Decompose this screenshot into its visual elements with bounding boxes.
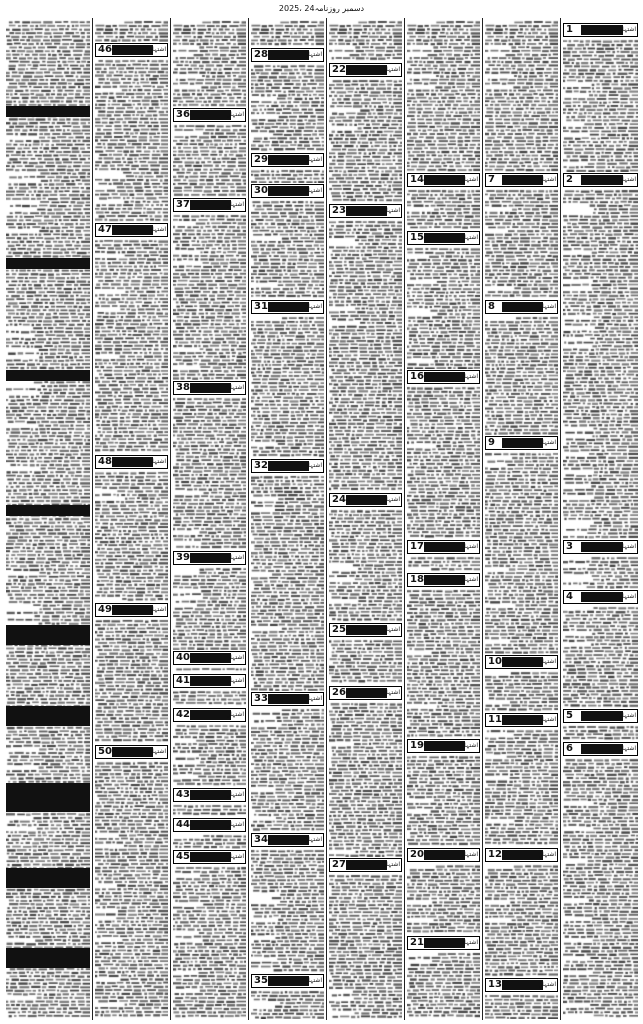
ad-number: 30 <box>254 185 268 196</box>
ad-header-bar <box>581 711 623 721</box>
ad-number: 10 <box>488 656 502 667</box>
ad-header-bar <box>190 653 231 663</box>
ad-number: 32 <box>254 460 268 471</box>
text-block <box>251 200 324 299</box>
ad-number: 24 <box>332 494 346 505</box>
ad-label: اشتہار <box>149 748 166 755</box>
text-block <box>173 667 246 673</box>
ad-header-bar <box>190 553 231 563</box>
ad-header-bar <box>346 495 387 505</box>
ad-header-bar <box>190 110 231 120</box>
text-block <box>563 606 638 708</box>
text-block <box>329 702 402 857</box>
ad-number: 40 <box>176 652 190 663</box>
ad-number: 45 <box>176 851 190 862</box>
ad-number: 7 <box>488 174 495 185</box>
ad-header-bar <box>190 790 231 800</box>
ad-number: 35 <box>254 975 268 986</box>
ad-header-31 <box>251 300 324 314</box>
ad-label: اشتہار <box>461 939 478 946</box>
ad-label: اشتہار <box>461 851 478 858</box>
masthead <box>0 0 643 18</box>
ad-header-9 <box>485 436 558 450</box>
notice-banner-n2 <box>6 258 90 269</box>
ad-label: اشتہار <box>305 51 322 58</box>
ad-header-bar <box>112 457 153 467</box>
text-block <box>173 397 246 550</box>
ad-header-bar <box>502 657 543 667</box>
text-block <box>407 20 480 172</box>
ad-header-bar <box>190 710 231 720</box>
ad-header-bar <box>502 175 543 185</box>
ad-header-bar <box>581 542 623 552</box>
ad-header-44 <box>173 818 246 832</box>
ad-header-47 <box>95 223 168 237</box>
ad-header-17 <box>407 540 480 554</box>
ad-label: اشتہار <box>227 654 244 661</box>
ad-header-19 <box>407 739 480 753</box>
ad-number: 43 <box>176 789 190 800</box>
ad-header-bar <box>268 186 309 196</box>
text-block <box>329 20 402 62</box>
text-block <box>173 20 246 107</box>
ad-header-4 <box>563 590 638 604</box>
ad-label: اشتہار <box>619 26 636 33</box>
ad-number: 22 <box>332 64 346 75</box>
ad-header-32 <box>251 459 324 473</box>
ad-header-bar <box>502 715 543 725</box>
ad-number: 29 <box>254 154 268 165</box>
text-block <box>173 567 246 650</box>
ad-header-bar <box>502 850 543 860</box>
ad-header-bar <box>581 25 623 35</box>
ad-label: اشتہار <box>227 111 244 118</box>
ad-number: 20 <box>410 849 424 860</box>
ad-header-bar <box>581 744 623 754</box>
ad-number: 28 <box>254 49 268 60</box>
text-block <box>407 755 480 847</box>
text-block <box>563 725 638 741</box>
ad-label: اشتہار <box>539 658 556 665</box>
ad-header-bar <box>424 372 465 382</box>
ad-label: اشتہار <box>539 439 556 446</box>
ad-label: اشتہار <box>461 176 478 183</box>
notice-banner-n4 <box>6 505 90 516</box>
ad-header-14 <box>407 173 480 187</box>
ad-label: اشتہار <box>227 677 244 684</box>
newspaper-page <box>4 18 640 1020</box>
ad-header-bar <box>112 605 153 615</box>
ad-label: اشتہار <box>461 742 478 749</box>
ad-header-36 <box>173 108 246 122</box>
ad-header-7 <box>485 173 558 187</box>
text-block <box>173 214 246 380</box>
ad-header-35 <box>251 974 324 988</box>
ad-label: اشتہار <box>227 821 244 828</box>
ad-label: اشتہار <box>383 861 400 868</box>
column-8 <box>560 18 640 1020</box>
ad-number: 23 <box>332 205 346 216</box>
ad-header-bar <box>581 175 623 185</box>
text-block <box>407 189 480 230</box>
text-block <box>485 316 558 435</box>
ad-header-30 <box>251 184 324 198</box>
ad-header-10 <box>485 655 558 669</box>
ad-header-46 <box>95 43 168 57</box>
ad-header-20 <box>407 848 480 862</box>
ad-number: 31 <box>254 301 268 312</box>
notice-banner-n6 <box>6 706 90 726</box>
ad-header-23 <box>329 204 402 218</box>
ad-header-bar <box>424 850 465 860</box>
ad-header-bar <box>346 688 387 698</box>
ad-header-bar <box>268 976 309 986</box>
text-block <box>563 189 638 539</box>
text-block <box>95 471 168 602</box>
ad-label: اشتہار <box>619 176 636 183</box>
ad-label: اشتہار <box>461 373 478 380</box>
ad-number: 17 <box>410 541 424 552</box>
text-block <box>485 729 558 847</box>
text-block <box>329 220 402 492</box>
ad-label: اشتہار <box>305 303 322 310</box>
ad-header-bar <box>346 860 387 870</box>
ad-label: اشتہار <box>227 554 244 561</box>
ad-header-5 <box>563 709 638 723</box>
ad-number: 6 <box>566 743 573 754</box>
ad-header-49 <box>95 603 168 617</box>
ad-label: اشتہار <box>539 851 556 858</box>
ad-header-bar <box>581 592 623 602</box>
ad-header-41 <box>173 674 246 688</box>
ad-header-bar <box>424 175 465 185</box>
notice-banner-n5 <box>6 625 90 645</box>
ad-header-15 <box>407 231 480 245</box>
ad-header-bar <box>424 741 465 751</box>
ad-header-13 <box>485 978 558 992</box>
ad-label: اشتہار <box>305 836 322 843</box>
ad-label: اشتہار <box>305 156 322 163</box>
ad-label: اشتہار <box>539 303 556 310</box>
ad-number: 1 <box>566 24 573 35</box>
text-block <box>485 994 558 1019</box>
text-block <box>407 556 480 572</box>
ad-header-16 <box>407 370 480 384</box>
text-block <box>251 316 324 458</box>
ad-number: 15 <box>410 232 424 243</box>
ad-label: اشتہار <box>461 234 478 241</box>
notice-banner-n1 <box>6 106 90 117</box>
text-block <box>485 189 558 299</box>
ad-header-bar <box>346 65 387 75</box>
ad-header-29 <box>251 153 324 167</box>
ad-header-50 <box>95 745 168 759</box>
text-block <box>407 247 480 369</box>
masthead-paper: روزنامہ <box>314 4 340 13</box>
ad-label: اشتہار <box>383 66 400 73</box>
text-block <box>95 761 168 1019</box>
ad-number: 47 <box>98 224 112 235</box>
ad-label: اشتہار <box>305 977 322 984</box>
text-block <box>485 671 558 712</box>
text-block <box>173 124 246 197</box>
ad-number: 25 <box>332 624 346 635</box>
ad-header-24 <box>329 493 402 507</box>
ad-number: 34 <box>254 834 268 845</box>
ad-number: 12 <box>488 849 502 860</box>
text-block <box>485 452 558 654</box>
ad-header-bar <box>112 45 153 55</box>
ad-number: 41 <box>176 675 190 686</box>
ad-number: 37 <box>176 199 190 210</box>
ad-number: 26 <box>332 687 346 698</box>
ad-label: اشتہار <box>461 576 478 583</box>
ad-header-25 <box>329 623 402 637</box>
text-block <box>95 239 168 454</box>
ad-number: 44 <box>176 819 190 830</box>
column-6 <box>404 18 482 1020</box>
ad-header-21 <box>407 936 480 950</box>
text-block <box>485 20 558 172</box>
ad-header-bar <box>268 302 309 312</box>
column-5 <box>326 18 404 1020</box>
ad-number: 48 <box>98 456 112 467</box>
ad-number: 49 <box>98 604 112 615</box>
ad-label: اشتہار <box>227 384 244 391</box>
text-block <box>95 20 168 42</box>
column-4 <box>248 18 326 1020</box>
ad-header-bar <box>346 625 387 635</box>
ad-header-bar <box>190 820 231 830</box>
ad-label: اشتہار <box>539 716 556 723</box>
text-block <box>563 556 638 589</box>
masthead-date: 2025، 24دسمبر <box>278 4 365 13</box>
ad-header-bar <box>268 50 309 60</box>
ad-header-bar <box>190 852 231 862</box>
ad-header-27 <box>329 858 402 872</box>
column-2 <box>92 18 170 1020</box>
text-block <box>173 804 246 817</box>
ad-label: اشتہار <box>227 791 244 798</box>
text-block <box>251 169 324 183</box>
text-block <box>563 758 638 1019</box>
ad-label: اشتہار <box>149 606 166 613</box>
ad-label: اشتہار <box>305 695 322 702</box>
ad-label: اشتہار <box>305 187 322 194</box>
ad-label: اشتہار <box>227 711 244 718</box>
ad-header-bar <box>424 542 465 552</box>
ad-label: اشتہار <box>539 176 556 183</box>
ad-number: 2 <box>566 174 573 185</box>
ad-header-bar <box>112 747 153 757</box>
ad-label: اشتہار <box>619 712 636 719</box>
ad-label: اشتہار <box>383 689 400 696</box>
ad-number: 19 <box>410 740 424 751</box>
text-block <box>251 475 324 691</box>
ad-header-bar <box>424 938 465 948</box>
ad-number: 16 <box>410 371 424 382</box>
ad-label: اشتہار <box>149 226 166 233</box>
text-block <box>407 952 480 1019</box>
ad-label: اشتہار <box>539 981 556 988</box>
text-block <box>95 59 168 222</box>
ad-header-38 <box>173 381 246 395</box>
ad-number: 18 <box>410 574 424 585</box>
ad-number: 39 <box>176 552 190 563</box>
ad-number: 8 <box>488 301 495 312</box>
ad-header-bar <box>190 676 231 686</box>
ad-number: 13 <box>488 979 502 990</box>
text-block <box>251 708 324 832</box>
text-block <box>173 866 246 1019</box>
ad-label: اشتہار <box>619 593 636 600</box>
column-7 <box>482 18 560 1020</box>
text-block <box>95 619 168 744</box>
ad-header-bar <box>112 225 153 235</box>
ad-label: اشتہار <box>227 853 244 860</box>
ad-header-43 <box>173 788 246 802</box>
ad-header-bar <box>190 200 231 210</box>
ad-label: اشتہار <box>305 462 322 469</box>
text-block <box>173 834 246 849</box>
text-block <box>173 690 246 707</box>
ad-number: 42 <box>176 709 190 720</box>
ad-header-48 <box>95 455 168 469</box>
text-block <box>329 509 402 622</box>
ad-header-37 <box>173 198 246 212</box>
ad-number: 27 <box>332 859 346 870</box>
ad-header-34 <box>251 833 324 847</box>
ad-header-bar <box>502 438 543 448</box>
ad-number: 21 <box>410 937 424 948</box>
ad-number: 14 <box>410 174 424 185</box>
column-3 <box>170 18 248 1020</box>
ad-number: 38 <box>176 382 190 393</box>
notice-banner-n8 <box>6 868 90 888</box>
ad-number: 33 <box>254 693 268 704</box>
ad-number: 46 <box>98 44 112 55</box>
ad-header-bar <box>268 835 309 845</box>
ad-label: اشتہار <box>149 458 166 465</box>
ad-header-bar <box>424 575 465 585</box>
text-block <box>173 724 246 787</box>
ad-header-22 <box>329 63 402 77</box>
ad-header-bar <box>268 694 309 704</box>
ad-number: 4 <box>566 591 573 602</box>
ad-header-45 <box>173 850 246 864</box>
ad-number: 36 <box>176 109 190 120</box>
text-block <box>329 79 402 203</box>
ad-label: اشتہار <box>619 543 636 550</box>
ad-header-1 <box>563 23 638 37</box>
ad-label: اشتہار <box>383 626 400 633</box>
ad-header-11 <box>485 713 558 727</box>
ad-label: اشتہار <box>619 745 636 752</box>
text-block <box>251 849 324 973</box>
text-block <box>329 874 402 1019</box>
notice-banner-n3 <box>6 370 90 381</box>
ad-header-bar <box>346 206 387 216</box>
ad-header-39 <box>173 551 246 565</box>
ad-header-42 <box>173 708 246 722</box>
ad-label: اشتہار <box>227 201 244 208</box>
ad-label: اشتہار <box>149 46 166 53</box>
text-block <box>485 864 558 977</box>
ad-header-6 <box>563 742 638 756</box>
text-block <box>563 20 638 22</box>
notice-banner-n9 <box>6 948 90 968</box>
ad-header-bar <box>190 383 231 393</box>
ad-header-28 <box>251 48 324 62</box>
ad-label: اشتہار <box>383 207 400 214</box>
ad-header-40 <box>173 651 246 665</box>
ad-header-12 <box>485 848 558 862</box>
ad-label: اشتہار <box>383 496 400 503</box>
ad-header-18 <box>407 573 480 587</box>
notice-banner-n7 <box>6 783 90 812</box>
ad-header-bar <box>268 155 309 165</box>
ad-number: 9 <box>488 437 495 448</box>
ad-number: 50 <box>98 746 112 757</box>
text-block <box>329 639 402 685</box>
ad-header-3 <box>563 540 638 554</box>
ad-header-33 <box>251 692 324 706</box>
text-block <box>407 864 480 935</box>
text-block <box>407 589 480 738</box>
text-block <box>251 20 324 47</box>
ad-number: 3 <box>566 541 573 552</box>
ad-header-2 <box>563 173 638 187</box>
ad-header-bar <box>268 461 309 471</box>
text-block <box>251 990 324 1019</box>
ad-header-bar <box>424 233 465 243</box>
text-block <box>251 64 324 152</box>
text-block <box>563 39 638 172</box>
ad-number: 11 <box>488 714 502 725</box>
ad-number: 5 <box>566 710 573 721</box>
ad-header-26 <box>329 686 402 700</box>
text-block <box>407 386 480 539</box>
ad-header-bar <box>502 302 543 312</box>
ad-header-bar <box>502 980 543 990</box>
column-1 <box>4 18 92 1020</box>
ad-label: اشتہار <box>461 543 478 550</box>
ad-header-8 <box>485 300 558 314</box>
